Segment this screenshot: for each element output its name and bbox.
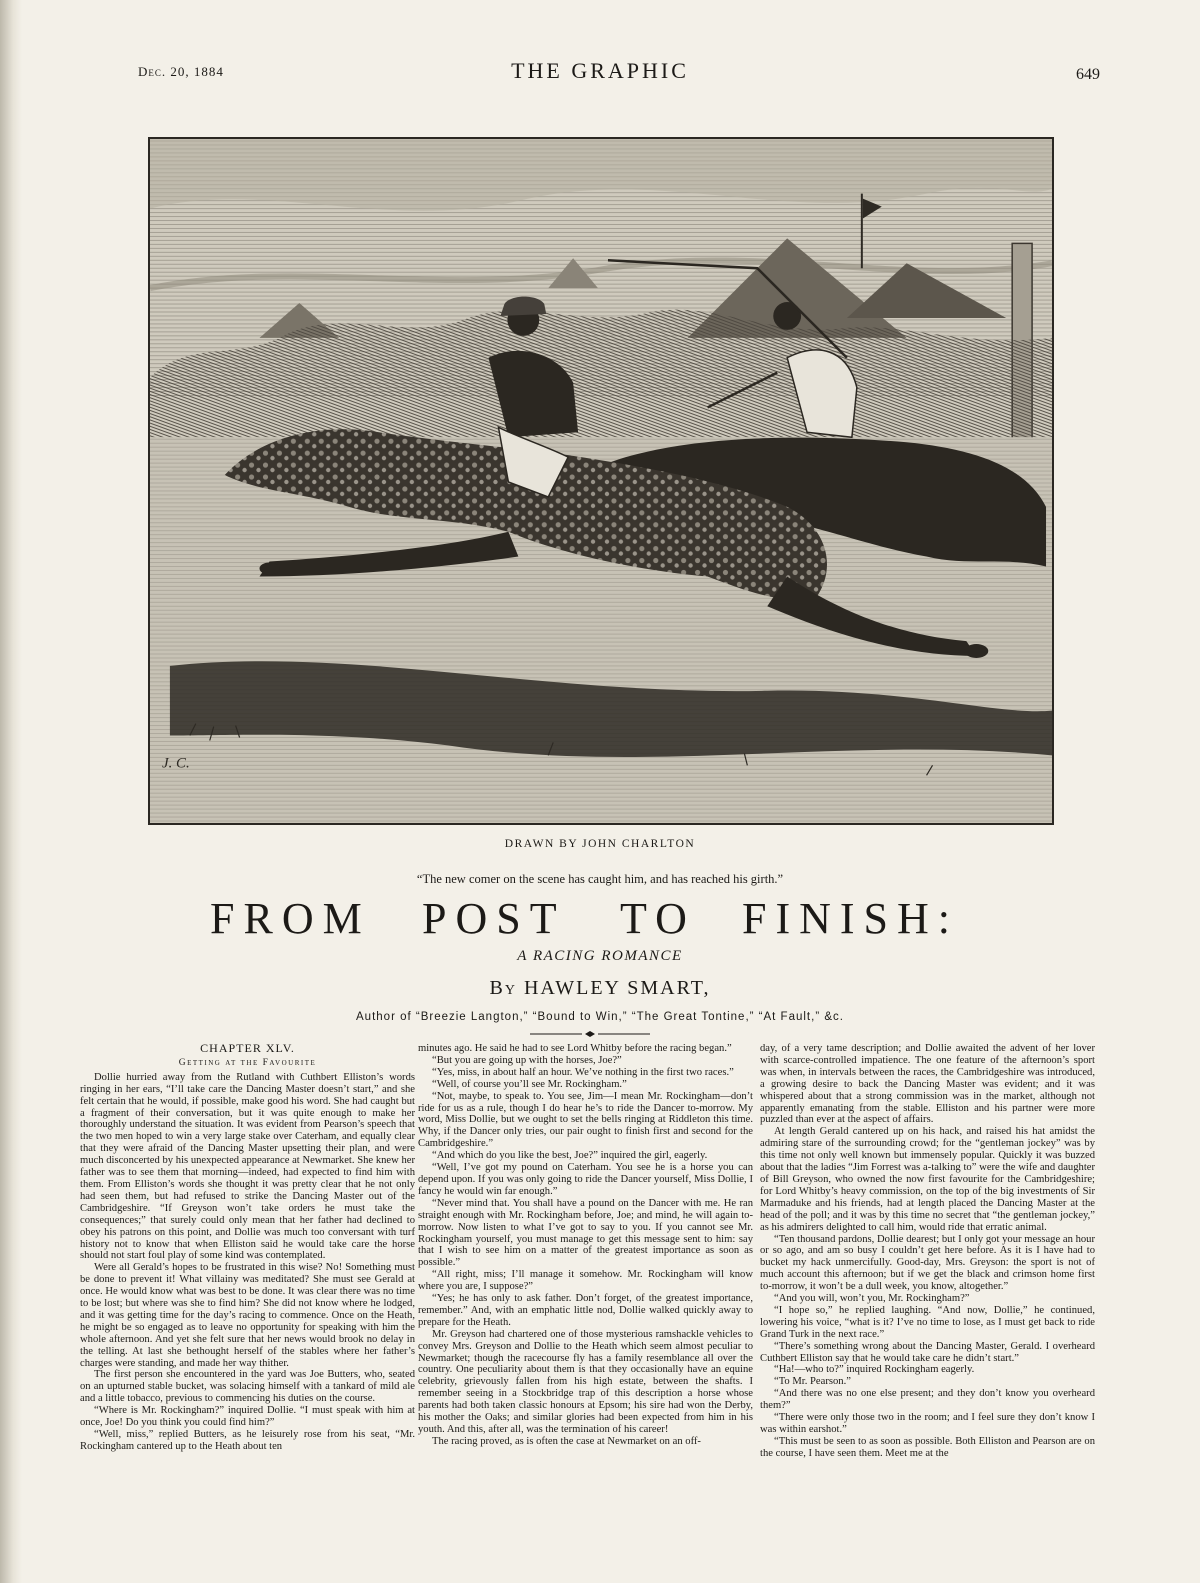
illustration-credit: DRAWN BY JOHN CHARLTON (504, 838, 696, 850)
paragraph: “All right, miss; I’ll manage it somehow. Mr. Rockingham will know where you are, I suppose?” (418, 1269, 753, 1293)
running-head (0, 58, 1200, 88)
chapter-number: CHAPTER XLV. (200, 1041, 295, 1055)
title-word-2: POST (422, 894, 566, 943)
paragraph: “I hope so,” he replied laughing. “And now, Dollie,” he continued, lowering his voice, “what is it? I’ve no time to lose, as I must get back to ride Grand Turk in the next race.” (760, 1304, 1095, 1340)
issue-date: Dec. 20, 1884 (138, 64, 224, 79)
byline-by: By (489, 977, 517, 999)
paragraph: “Yes, miss, in about half an hour. We’ve nothing in the first two races.” (432, 1066, 734, 1078)
title-word-1: FROM (210, 894, 371, 943)
byline (0, 977, 1200, 1000)
article-subtitle: A RACING ROMANCE (517, 948, 683, 964)
paragraph: Mr. Greyson had chartered one of those mysterious ramshackle vehicles to convey Mrs. Greyson and Dollie to the Heath which seem almost peculiar to Newmarket; though the racecourse fly has a family resemblance all over the country. One peculiarity about them is that they occasionally have an equine celebrity, grievously fallen from his high estate, between the shafts. I remember seeing in a Stockbridge trap of this description a horse whose parents had both taken classic honours at Epsom; his sire had won the Derby, his mother the Oaks; and similar glories had been expected from him in his youth. And this, after all, was the termination of his career! (418, 1328, 753, 1435)
paragraph: “There’s something wrong about the Dancing Master, Gerald. I overheard Cuthbert Elliston say that he would take care he didn’t start.” (760, 1340, 1095, 1364)
horse-race-illustration (150, 139, 1052, 823)
paragraph: day, of a very tame description; and Dollie awaited the advent of her lover with scarce-controlled impatience. The one feature of the afternoon’s sport was when, in intervals between the races, the Cambridgeshire was introduced, a growing desire to back the Dancing Master was evident; and it was whispered about that a strong commission was in the market, although not apparently emanating from the stable. Elliston and his partner were more puzzled than ever at the aspect of affairs. (760, 1043, 1095, 1126)
paragraph: “Not, maybe, to speak to. You see, Jim—I mean Mr. Rockingham—don’t ride for us as a rule, though I do hear he’s to ride the Dancer to-morrow. My word, Miss Dollie, but we ought to set the bells ringing at Riddleton this time. Why, if the Dancer only tries, our pair ought to finish first and second for the Cambridgeshire.” (418, 1090, 753, 1150)
page-edge (0, 0, 22, 1583)
paragraph: “And there was no one else present; and they don’t know you overheard them?” (760, 1388, 1095, 1412)
paragraph: Dollie hurried away from the Rutland with Cuthbert Elliston’s words ringing in her ears, “I’ll take care the Dancing Master doesn’t start,” and she felt certain that he would, if possible, make good his word. She had caught but a fragment of their conversation, but it was quite enough to make her thoroughly understand the situation. It was evident from Pearson’s speech that the two men hoped to win a very large stake over Caterham, and equally clear that they were afraid of the Dancing Master upsetting their plan, and were much disconcerted by his unexpected appearance at Newmarket. She knew her father was to see them that morning—indeed, had expected to find him with them. From Elliston’s words she thought it was pretty clear that he not only had seen them, but had refused to strike the Dancing Master out of the Cambridgeshire. “If Greyson won’t take orders he must take the consequences;” that surely could only mean that her father had declined to obey his patrons on this point, and Dollie was much too conversant with turf history not to know that when Elliston said he would take care the horse should not start foul play of some kind was contemplated. (80, 1071, 415, 1262)
paragraph: At length Gerald cantered up on his hack, and raised his hat amidst the admiring stare of the surrounding crowd; for the “gentleman jockey” was by this time not only well known but immensely popular. Quickly it was buzzed about that the ladies “Jim Forrest was a-talking to” were the wife and daughter of Bill Greyson, who owned the now first favourite for the Cambridgeshire; for Lord Whitby’s heavy commission, on the top of the big investments of Sir Marmaduke and his friends, had at length placed the Dancing Master at the head of the poll; and it was by this time no secret that “the gentleman jockey,” as his admirers delighted to call him, would ride that erratic animal. (760, 1126, 1095, 1233)
paragraph: “To Mr. Pearson.” (774, 1376, 851, 1388)
author-name: HAWLEY SMART, (523, 977, 711, 999)
paragraph: minutes ago. He said he had to see Lord Whitby before the racing began.” (418, 1043, 732, 1054)
paragraph: “Well, of course you’ll see Mr. Rockingham.” (432, 1078, 627, 1090)
chapter-title: Getting at the Favourite (178, 1057, 317, 1068)
paragraph: “Well, miss,” replied Butters, as he leisurely rose from his seat, “Mr. Rockingham cantered up to the Heath about ten (80, 1429, 415, 1452)
paragraph: “But you are going up with the horses, Joe?” (432, 1054, 622, 1066)
artist-signature: J. C. (161, 755, 190, 772)
text-column-2 (418, 1043, 753, 1448)
paragraph: Were all Gerald’s hopes to be frustrated in this wise? No! Something must be done to prevent it! What villainy was meditated? She must see Gerald at once. He would know what was best to be done. It was clear there was no time to be lost; but where was she to find him? She did not know where he lodged, and it was getting time for the day’s racing to commence. Once on the Heath, he might be so engaged as to leave no opportunity for speaking with him the whole afternoon. And yet she felt sure that her news would brook no delay in the telling. At last she bethought herself of the stables where her father’s charges were standing, and made her way thither. (80, 1262, 415, 1369)
paragraph: “There were only those two in the room; and I feel sure they don’t know I was within earshot.” (760, 1412, 1095, 1435)
text-column-1 (80, 1043, 415, 1453)
paragraph: “Ten thousand pardons, Dollie dearest; but I only got your message an hour or so ago, and am so busy I couldn’t get here before. As it is I have had to bucket my hack unmercifully. Good-day, Mrs. Greyson: the sport is not of much account this afternoon; but if we get the black and crimson home first to-morrow, it won’t be a dull week, you know, altogether.” (760, 1233, 1095, 1293)
paragraph: “Well, I’ve got my pound on Caterham. You see he is a horse you can depend upon. If you was only going to ride the Dancer yourself, Miss Dollie, I fancy he would win far enough.” (418, 1162, 753, 1197)
article-title (210, 893, 970, 943)
paragraph: The racing proved, as is often the case at Newmarket on an off- (432, 1435, 701, 1447)
paragraph: “Never mind that. You shall have a pound on the Dancer with me. He ran straight enough with Mr. Rockingham before, Joe; and mind, he will again to-morrow. Now listen to what I’ve got to say to you. If you cannot see Mr. Rockingham yourself, you must manage to get this message sent to him: say that I wish to see him on a matter of the greatest importance as soon as possible.” (418, 1197, 753, 1269)
title-word-3: TO (620, 894, 696, 943)
racing-engraving (148, 137, 1054, 825)
paragraph: “Ha!—who to?” inquired Rockingham eagerly. (774, 1364, 975, 1376)
publication-title: THE GRAPHIC (511, 58, 689, 83)
paragraph: “And you will, won’t you, Mr. Rockingham?” (774, 1293, 970, 1305)
paragraph: “Yes; he has only to ask father. Don’t forget, of the greatest importance, remember.” And, with an emphatic little nod, Dollie walked quickly away to prepare for the Heath. (418, 1293, 753, 1328)
text-column-3 (760, 1043, 1095, 1460)
ornament-divider (530, 1030, 650, 1038)
author-works: Author of “Breezie Langton,” “Bound to Win,” “The Great Tontine,” “At Fault,” &c. (356, 1011, 844, 1023)
paragraph: “This must be seen to as soon as possible. Both Elliston and Pearson are on the course, I have seen them. Meet me at the (760, 1435, 1095, 1459)
page-number: 649 (1076, 66, 1100, 83)
illustration-caption: “The new comer on the scene has caught him, and has reached his girth.” (416, 872, 784, 886)
paragraph: “Where is Mr. Rockingham?” inquired Dollie. “I must speak with him at once, Joe! Do you think you could find him?” (80, 1405, 415, 1429)
paragraph: “And which do you like the best, Joe?” inquired the girl, eagerly. (432, 1150, 708, 1162)
paragraph: The first person she encountered in the yard was Joe Butters, who, seated on an upturned stable bucket, was solacing himself with a tankard of mild ale and a little tobacco, previous to commencing his duties on the course. (80, 1369, 415, 1405)
title-word-4: FINISH: (742, 894, 960, 943)
